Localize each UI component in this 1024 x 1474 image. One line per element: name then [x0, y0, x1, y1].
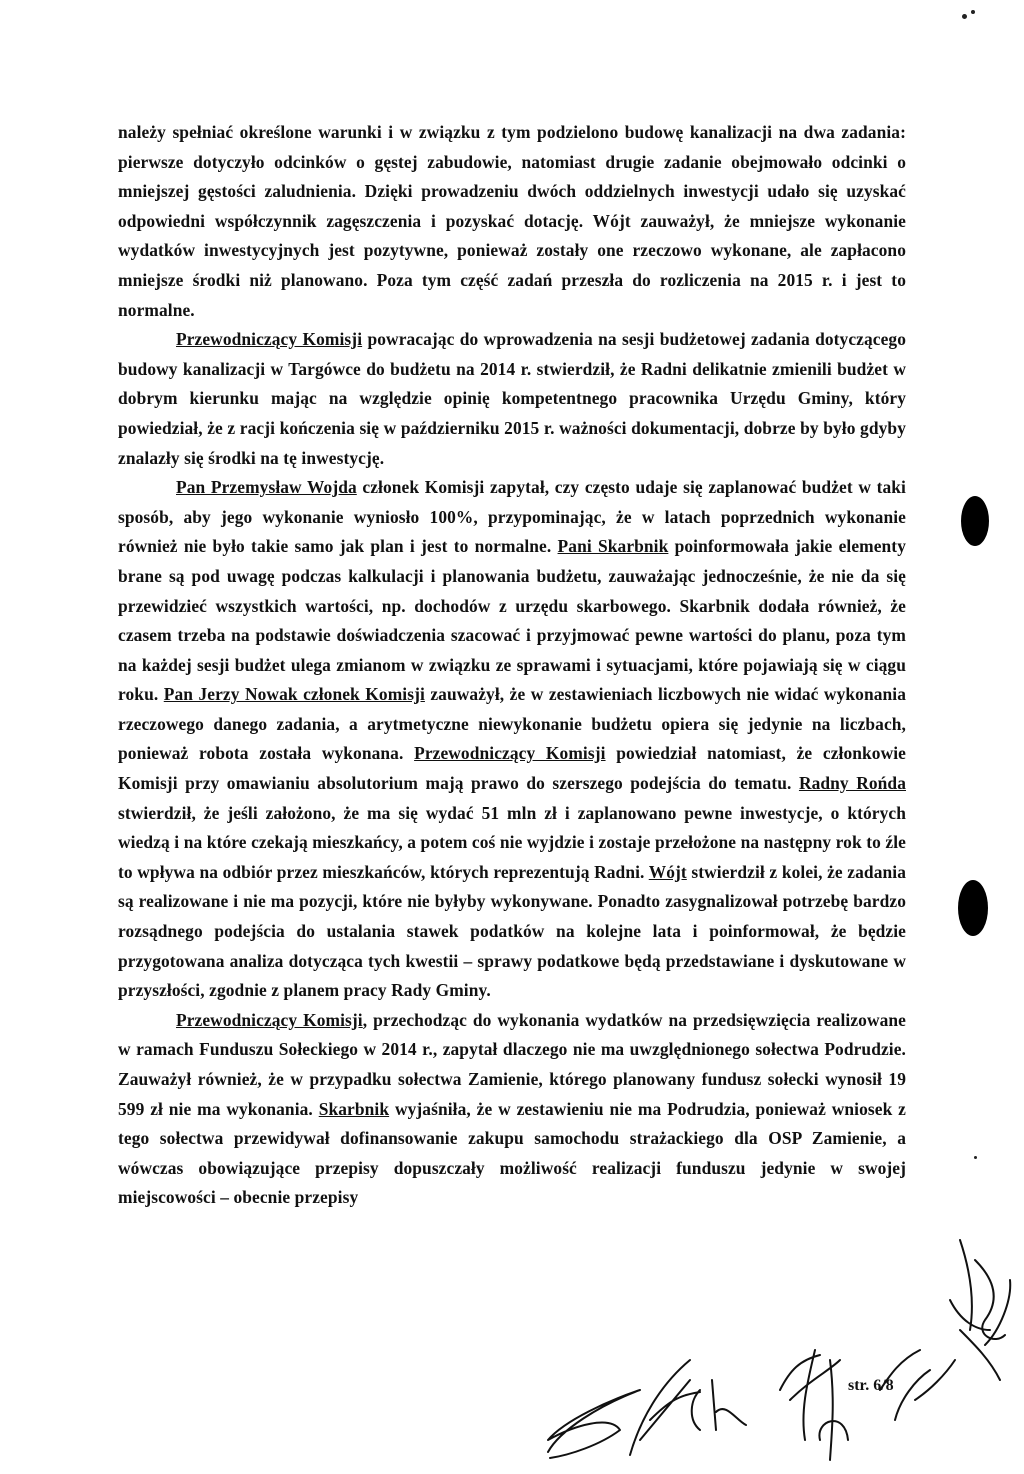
speaker-name: Skarbnik — [318, 1098, 390, 1119]
speaker-name: Przewodniczący Komisji — [176, 329, 363, 350]
signature-3 — [692, 1380, 746, 1430]
paragraph-text: należy spełniać określone warunki i w związku z tym podzielono budowę kanalizacji na dwa zadania: pierwsze dotyczyło odcinków o gęstej zabudowie, natomiast drugie zadanie obejmowało odcinki o mniejszej gęstości zaludnienia. Dzięki prowadzeniu dwóch oddzielnych inwestycji udało się uzyskać odpowiedni współczynnik zagęszczenia i pozyskać dotację. Wójt zauważył, że mniejsze wykonanie wydatków inwestycyjnych jest pozytywne, ponieważ zostały one rzeczowo wykonane, ale zapłacono mniejsze środki niż planowano. Poza tym część zadań przeszła do rozliczenia na 2015 r. i jest to normalne. — [118, 122, 906, 320]
signature-1 — [548, 1390, 640, 1458]
paragraph-text: , przechodząc do wykonania wydatków na przedsięwzięcia realizowane w ramach Funduszu Sołeckiego w 2014 r., zapytał dlaczego nie ma uwzględnionego sołectwa Podrudzie. Zauważył również, że w przypadku sołectwa Zamienie, którego planowany fundusz sołecki wynosił 19 599 zł nie ma wykonania. — [118, 1009, 906, 1119]
paragraph-text: powracając do wprowadzenia na sesji budżetowej zadania dotyczącego budowy kanalizacji w Targówce do budżetu na 2014 r. stwierdził, że Radni delikatnie zmienili budżet w dobrym kierunku mając na względzie opinię kompetentnego pracownika Urzędu Gminy, który powiedział, że z racji kończenia się w październiku 2015 r. ważności dokumentacji, dobrze by było gdyby znalazły się środki na tę inwestycję. — [118, 329, 906, 468]
speaker-name: Pani Skarbnik — [557, 536, 669, 557]
speaker-name: Przewodniczący Komisji — [414, 743, 606, 764]
signature-4 — [780, 1350, 848, 1460]
paragraph-text: wyjaśniła, że w zestawieniu nie ma Podrudzia, ponieważ wniosek z tego sołectwa przewidywał dofinansowanie zakupu samochodu strażackiego dla OSP Zamienie, a wówczas obowiązujące przepisy dopuszczały możliwość realizacji funduszu jedynie w swojej miejscowości – obecnie przepisy — [118, 1098, 906, 1208]
paragraph-text: stwierdził, że jeśli założono, że ma się wydać 51 mln zł i zaplanowano pewne inwestycje, o których wiedzą i na które czekają mieszkańcy, a potem coś nie wyjdzie i zostaje przełożone na następny rok to źle to wpływa na odbiór przez mieszkańców, których reprezentują Radni. — [118, 802, 906, 882]
speaker-name: Wójt — [648, 861, 687, 882]
speaker-name: Przewodniczący Komisji — [176, 1009, 363, 1030]
page-number: str. 6/8 — [848, 1377, 894, 1394]
paragraph-text: członek Komisji zapytał, czy często udaje się zaplanować budżet w taki sposób, aby jego wykonanie wyniosło 100%, przypominając, że w latach poprzednich wykonanie również nie było takie samo jak plan i jest to normalne. — [118, 477, 906, 557]
speaker-name: Pan Jerzy Nowak członek Komisji — [163, 684, 425, 705]
signature-margin — [950, 1240, 1010, 1380]
speaker-name: Radny Rońda — [798, 773, 906, 794]
paragraph-text: stwierdził z kolei, że zadania są realizowane i nie ma pozycji, które nie byłyby wykonywane. Ponadto zasygnalizował potrzebę bardzo rozsądnego podejścia do ustalania stawek podatków na kolejne lata i poinformował, że będzie przygotowana analiza dotycząca tych kwestii – sprawy podatkowe będą przedstawiane i dyskutowane w przyszłości, zgodnie z planem pracy Rady Gminy. — [118, 861, 906, 1001]
speaker-name: Pan Przemysław Wojda — [176, 477, 357, 498]
signature-2 — [630, 1360, 700, 1455]
paragraph-text: zauważył, że w zestawieniach liczbowych nie widać wykonania rzeczowego danego zadania, a arytmetyczne niewykonanie budżetu opiera się jedynie na liczbach, ponieważ robota została wykonana. — [118, 684, 907, 764]
paragraph-text: powiedział natomiast, że członkowie Komisji przy omawianiu absolutorium mają prawo do szerszego podejścia do tematu. — [118, 743, 906, 794]
paragraph-text: poinformowała jakie elementy brane są pod uwagę podczas kalkulacji i planowania budżetu, zauważając jednocześnie, że nie da się przewidzieć wszystkich wartości, np. dochodów z urzędu skarbowego. Skarbnik dodała również, że czasem trzeba na podstawie doświadczenia szacować i przyjmować pewne wartości do planu, poza tym na każdej sesji budżet ulega zmianom w związku ze sprawami i sytuacjami, które pojawiają się w ciągu roku. — [118, 536, 906, 705]
